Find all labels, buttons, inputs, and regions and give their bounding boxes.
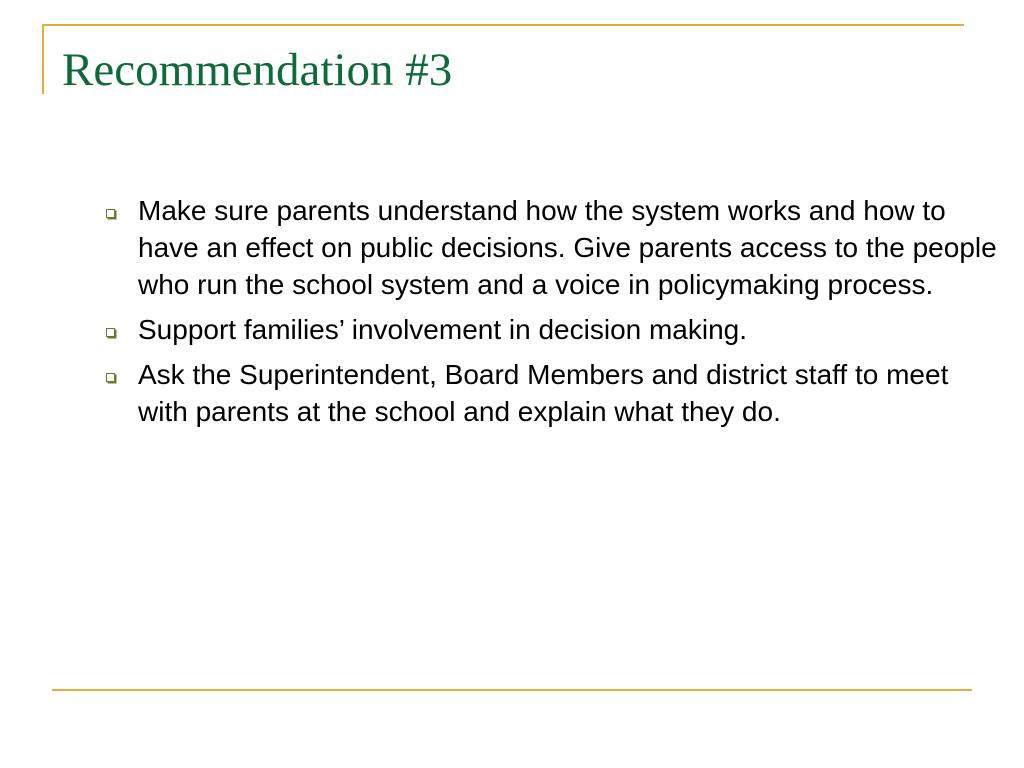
bullet-item xyxy=(100,356,1000,430)
bullet-text: Support families’ involvement in decision making. xyxy=(138,314,748,345)
left-accent-line xyxy=(42,24,44,94)
bullet-item xyxy=(100,192,1000,303)
bullet-text: Ask the Superintendent, Board Members and district staff to meet with parents at the school and explain what they do. xyxy=(138,359,949,427)
slide-title: Recommendation #3 xyxy=(62,44,453,96)
top-accent-line xyxy=(42,24,964,26)
hollow-square-bullet-icon xyxy=(106,373,115,382)
bullet-list xyxy=(100,192,1000,438)
bullet-text: Make sure parents understand how the system works and how to have an effect on public decisions. Give parents access to the people who run the school system and a voice in policymaking process. xyxy=(138,195,997,300)
bottom-accent-line xyxy=(52,689,972,691)
bullet-item xyxy=(100,311,1000,348)
hollow-square-bullet-icon xyxy=(106,328,115,337)
hollow-square-bullet-icon xyxy=(106,209,115,218)
